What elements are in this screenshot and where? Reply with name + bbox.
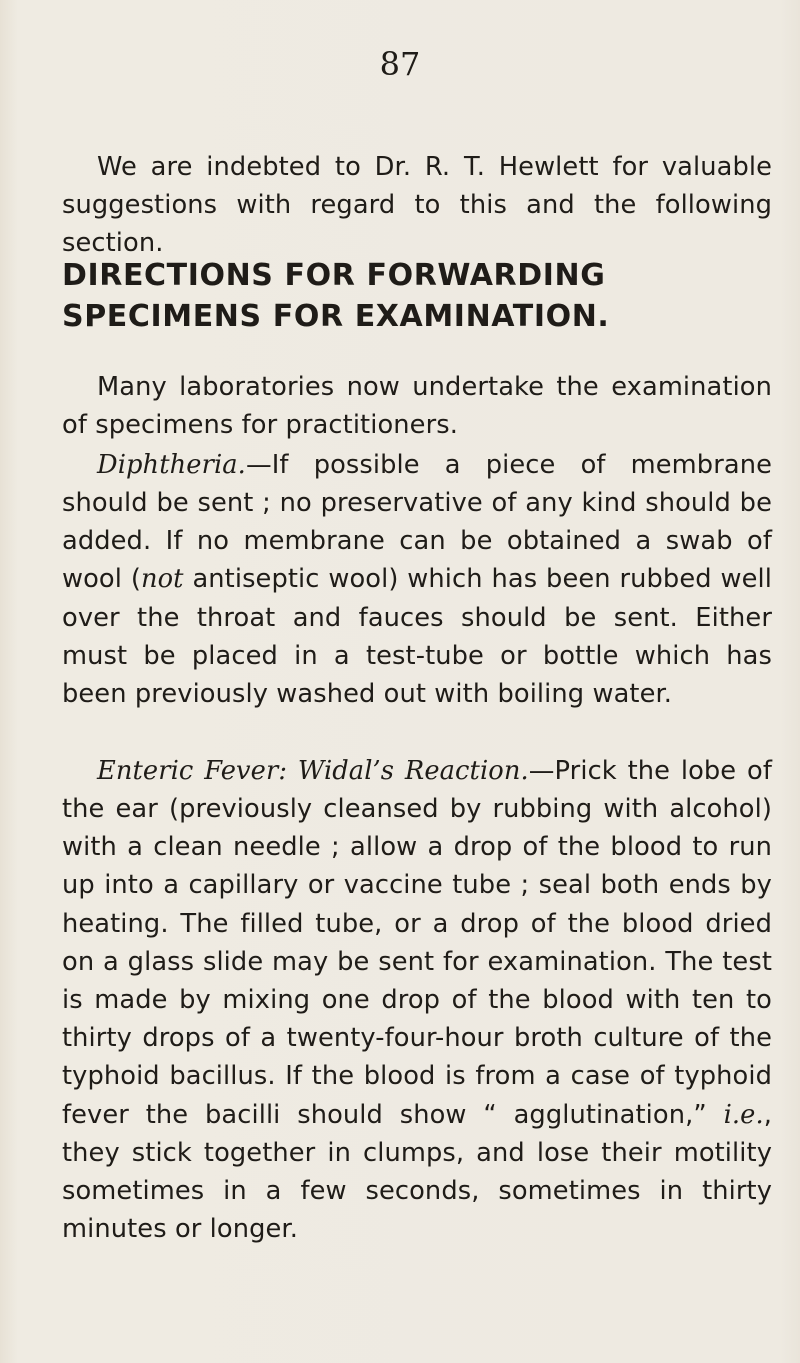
section-heading-line-2: SPECIMENS FOR EXAMINATION.	[62, 299, 610, 334]
section-heading-line-1: DIRECTIONS FOR FORWARDING	[62, 258, 606, 293]
diphtheria-paragraph	[62, 446, 772, 713]
intro-paragraph: Many laboratories now undertake the examination of specimens for practitioners.	[62, 371, 772, 440]
enteric-text-before: —Prick the lobe of the ear (previously cleansed by rubbing with alcohol) with a clean needle ; allow a drop of the blood to run up into a capillary or vaccine tube ; seal both ends by heating. The filled tube, or a drop of the blood dried on a glass slide may be sent for examination. The test is made by mixing one drop of the blood with ten to thirty drops of a twenty-four-hour broth culture of the typhoid bacillus. If the blood is from a case of typhoid fever the bacilli should show “ agglutination,”	[62, 755, 772, 1130]
enteric-title: Enteric Fever: Widal’s Reaction.	[97, 755, 529, 786]
enteric-abbreviation: i.e.	[723, 1099, 764, 1130]
diphtheria-text-before: —If possible a piece of membrane should be sent ; no preservative of any kind should be added. If no membrane can be obtained a swab of wool (	[62, 449, 772, 595]
diphtheria-emphasis: not	[140, 564, 184, 595]
diphtheria-title: Diphtheria.	[97, 449, 246, 480]
acknowledgement-paragraph: We are indebted to Dr. R. T. Hewlett for valuable suggestions with regard to this and the following section.	[62, 151, 772, 259]
page-number: 87	[379, 45, 421, 83]
diphtheria-text-after: antiseptic wool) which has been rubbed well over the throat and fauces should be sent. Either must be placed in a test-tube or bottle which has been previously washed out with boiling water.	[62, 564, 772, 709]
enteric-text-after: , they stick together in clumps, and lose their motility sometimes in a few seconds, sometimes in thirty minutes or longer.	[62, 1099, 772, 1245]
section-heading	[62, 255, 772, 337]
enteric-paragraph	[62, 752, 772, 1249]
